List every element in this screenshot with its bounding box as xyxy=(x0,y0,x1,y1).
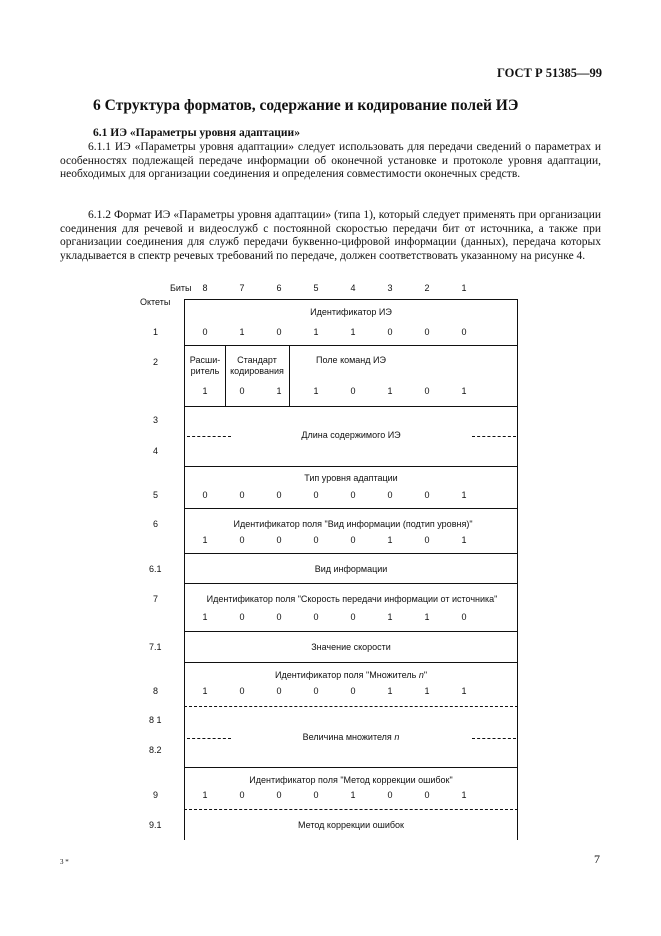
bit-value: 0 xyxy=(276,535,282,545)
continuation-dash xyxy=(472,738,516,739)
row-divider-dashed xyxy=(184,809,518,810)
table-border-left xyxy=(184,299,185,840)
bit-value: 0 xyxy=(350,535,356,545)
bit-value: 1 xyxy=(424,686,430,696)
bit-value: 0 xyxy=(276,327,282,337)
bit-value: 1 xyxy=(313,386,319,396)
bit-value: 0 xyxy=(387,490,393,500)
page-number: 7 xyxy=(594,852,600,866)
bit-value: 1 xyxy=(202,386,208,396)
bit-value: 1 xyxy=(313,327,319,337)
bit-value: 0 xyxy=(424,790,430,800)
bit-value: 1 xyxy=(239,327,245,337)
bit-value: 0 xyxy=(387,327,393,337)
bit-value: 0 xyxy=(202,490,208,500)
cell-divider xyxy=(289,345,290,406)
bit-number: 1 xyxy=(461,283,467,293)
bit-value: 1 xyxy=(461,686,467,696)
field-title-suffix: " xyxy=(423,670,428,680)
bit-value: 1 xyxy=(202,612,208,622)
paragraph-6-1-1: 6.1.1 ИЭ «Параметры уровня адаптации» следует использовать для передачи сведений о параметрах и особенностях подлежащей передаче информации об оконечной установке и протоколе уровня адаптации, необходимых для организации соединения и определения совместимости оконечных средств. xyxy=(60,141,601,181)
bit-number: 2 xyxy=(424,283,430,293)
field-title: Длина содержимого ИЭ xyxy=(301,430,401,440)
row-divider xyxy=(184,631,518,632)
bit-value: 0 xyxy=(350,490,356,500)
octet-number: 9 xyxy=(153,790,159,800)
bit-number: 8 xyxy=(202,283,208,293)
row-divider xyxy=(184,299,518,300)
bit-number: 5 xyxy=(313,283,319,293)
sheet-mark: 3 * xyxy=(60,858,69,866)
bit-value: 0 xyxy=(424,535,430,545)
section-title: 6 Структура форматов, содержание и кодирование полей ИЭ xyxy=(93,97,519,114)
continuation-dash xyxy=(472,436,516,437)
bit-value: 1 xyxy=(350,327,356,337)
row-divider xyxy=(184,662,518,663)
coding-standard-label: кодирования xyxy=(230,366,284,376)
octet-number: 1 xyxy=(153,327,159,337)
bit-number: 7 xyxy=(239,283,245,293)
bit-value: 1 xyxy=(387,612,393,622)
field-title: Вид информации xyxy=(314,564,388,574)
bits-label: Биты xyxy=(170,283,192,293)
octet-number: 8 xyxy=(153,686,159,696)
command-field-label: Поле команд ИЭ xyxy=(316,355,386,365)
bit-value: 1 xyxy=(202,790,208,800)
bit-value: 1 xyxy=(424,612,430,622)
field-title: Значение скорости xyxy=(311,642,391,652)
octet-number: 8.2 xyxy=(149,745,162,755)
octets-label: Октеты xyxy=(140,297,171,307)
field-title: Метод коррекции ошибок xyxy=(298,820,404,830)
field-title xyxy=(275,670,427,680)
bit-value: 0 xyxy=(313,790,319,800)
bit-value: 0 xyxy=(350,686,356,696)
bit-value: 0 xyxy=(276,612,282,622)
bit-value: 0 xyxy=(313,612,319,622)
bit-value: 1 xyxy=(461,790,467,800)
bit-value: 1 xyxy=(461,535,467,545)
bit-value: 0 xyxy=(239,790,245,800)
bit-value: 1 xyxy=(387,686,393,696)
field-title-variable: n xyxy=(418,670,424,680)
bit-value: 0 xyxy=(313,535,319,545)
extension-label: ритель xyxy=(190,366,220,376)
octet-number: 7.1 xyxy=(149,642,162,652)
octet-number: 5 xyxy=(153,490,159,500)
field-title: Идентификатор ИЭ xyxy=(310,307,392,317)
row-divider xyxy=(184,406,518,407)
bit-value: 1 xyxy=(350,790,356,800)
row-divider xyxy=(184,553,518,554)
octet-number: 6.1 xyxy=(149,564,162,574)
bit-value: 0 xyxy=(350,386,356,396)
bit-value: 0 xyxy=(239,490,245,500)
standard-number: ГОСТ Р 51385—99 xyxy=(497,66,603,80)
bit-value: 0 xyxy=(276,790,282,800)
row-divider xyxy=(184,767,518,768)
row-divider-dashed xyxy=(184,706,518,707)
bit-value: 0 xyxy=(239,386,245,396)
row-divider xyxy=(184,466,518,467)
continuation-dash xyxy=(187,436,231,437)
octet-number: 9.1 xyxy=(149,820,162,830)
octet-number: 2 xyxy=(153,357,159,367)
bit-value: 0 xyxy=(461,612,467,622)
bit-value: 0 xyxy=(313,686,319,696)
bit-value: 0 xyxy=(387,790,393,800)
bit-number: 4 xyxy=(350,283,356,293)
field-title-prefix: Идентификатор поля "Множитель xyxy=(274,670,419,680)
row-divider xyxy=(184,583,518,584)
bit-value: 1 xyxy=(387,535,393,545)
extension-label: Расши- xyxy=(189,355,221,365)
bit-value: 0 xyxy=(461,327,467,337)
bit-value: 1 xyxy=(276,386,282,396)
octet-number: 6 xyxy=(153,519,159,529)
bit-value: 0 xyxy=(424,386,430,396)
bit-value: 0 xyxy=(276,686,282,696)
bit-value: 0 xyxy=(313,490,319,500)
octet-number: 4 xyxy=(153,446,159,456)
paragraph-6-1-2: 6.1.2 Формат ИЭ «Параметры уровня адаптации» (типа 1), который следует применять при организации соединения для речевой и видеослужб с постоянной скоростью передачи бит от источника, а также при организации соединения для служб передачи буквенно-цифровой информации (данных), передача которых укладывается в спектр речевых требований по передаче, должен соответствовать указанному на рисунке 4. xyxy=(60,209,601,262)
bit-value: 1 xyxy=(461,386,467,396)
row-divider xyxy=(184,345,518,346)
bit-value: 1 xyxy=(202,535,208,545)
octet-number: 7 xyxy=(153,594,159,604)
coding-standard-label: Стандарт xyxy=(237,355,277,365)
bit-value: 0 xyxy=(239,535,245,545)
row-divider xyxy=(184,508,518,509)
field-title: Идентификатор поля "Метод коррекции ошибок" xyxy=(249,775,453,785)
bit-value: 0 xyxy=(424,327,430,337)
octet-number: 3 xyxy=(153,415,159,425)
bit-value: 1 xyxy=(461,490,467,500)
bit-value: 0 xyxy=(350,612,356,622)
bit-number: 3 xyxy=(387,283,393,293)
bit-number: 6 xyxy=(276,283,282,293)
table-border-right xyxy=(517,299,518,840)
field-title-variable: n xyxy=(394,732,400,742)
field-title-prefix: Величина множителя xyxy=(302,732,395,742)
field-title: Тип уровня адаптации xyxy=(304,473,398,483)
continuation-dash xyxy=(187,738,231,739)
bit-value: 0 xyxy=(424,490,430,500)
field-title xyxy=(303,732,400,742)
octet-number: 8 1 xyxy=(149,715,162,725)
bit-value: 1 xyxy=(387,386,393,396)
bit-value: 0 xyxy=(239,686,245,696)
cell-divider xyxy=(225,345,226,406)
bit-value: 0 xyxy=(276,490,282,500)
field-title: Идентификатор поля "Скорость передачи информации от источника" xyxy=(206,594,498,604)
bit-value: 1 xyxy=(202,686,208,696)
subsection-title: 6.1 ИЭ «Параметры уровня адаптации» xyxy=(93,127,300,139)
bit-value: 0 xyxy=(202,327,208,337)
field-title: Идентификатор поля "Вид информации (подтип уровня)" xyxy=(233,519,473,529)
bit-value: 0 xyxy=(239,612,245,622)
